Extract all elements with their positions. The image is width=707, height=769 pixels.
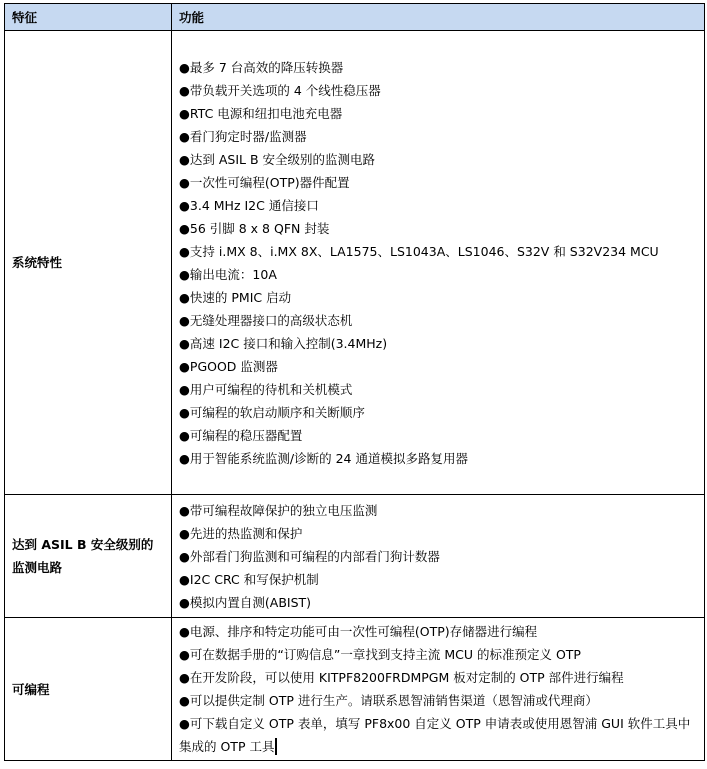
- table-row: [5, 495, 705, 618]
- list-item: ●电源、排序和特定功能可由一次性可编程(OTP)存储器进行编程: [179, 624, 538, 639]
- list-item: ●高速 I2C 接口和输入控制(3.4MHz): [179, 335, 388, 351]
- list-item: ●快速的 PMIC 启动: [179, 289, 292, 305]
- list-item: ●56 引脚 8 x 8 QFN 封装: [179, 220, 330, 236]
- function-cell[interactable]: [172, 618, 705, 761]
- table-row: [5, 31, 705, 495]
- table-row: [5, 618, 705, 761]
- list-item: ●带负载开关选项的 4 个线性稳压器: [179, 82, 381, 98]
- text-cursor: [275, 738, 277, 755]
- list-item: ●PGOOD 监测器: [179, 358, 278, 374]
- list-item: ●在开发阶段，可以使用 KITPF8200FRDMPGM 板对定制的 OTP 部件进行编程: [179, 670, 624, 685]
- list-item: ●外部看门狗监测和可编程的内部看门狗计数器: [179, 548, 440, 564]
- list-item: ●I2C CRC 和写保护机制: [179, 571, 319, 587]
- list-item: ●模拟内置自测(ABIST): [179, 594, 312, 610]
- header-feature: 特征: [5, 4, 172, 31]
- list-item: ●带可编程故障保护的独立电压监测: [179, 502, 378, 518]
- list-item: ●可下载自定义 OTP 表单，填写 PF8x00 自定义 OTP 申请表或使用恩智浦 GUI 软件工具中集成的 OTP 工具: [179, 716, 691, 754]
- list-item: ●用于智能系统监测/诊断的 24 通道模拟多路复用器: [179, 450, 468, 466]
- feature-cell: 可编程: [5, 618, 172, 761]
- list-item: ●达到 ASIL B 安全级别的监测电路: [179, 151, 376, 167]
- list-item: ●一次性可编程(OTP)器件配置: [179, 174, 350, 190]
- list-item: ●无缝处理器接口的高级状态机: [179, 312, 353, 328]
- function-cell: [172, 31, 705, 495]
- list-item: ●输出电流：10A: [179, 266, 277, 282]
- function-cell: [172, 495, 705, 618]
- list-item: ●可编程的软启动顺序和关断顺序: [179, 404, 365, 420]
- list-item: ●可在数据手册的“订购信息”一章找到支持主流 MCU 的标准预定义 OTP: [179, 647, 581, 662]
- list-item: ●支持 i.MX 8、i.MX 8X、LA1575、LS1043A、LS1046、S32V 和 S32V234 MCU: [179, 243, 659, 259]
- feature-cell: 达到 ASIL B 安全级别的监测电路: [5, 495, 172, 618]
- list-item: ●最多 7 台高效的降压转换器: [179, 59, 344, 75]
- header-function: 功能: [172, 4, 705, 31]
- feature-cell: 系统特性: [5, 31, 172, 495]
- list-item: ●RTC 电源和纽扣电池充电器: [179, 105, 343, 121]
- feature-table: [4, 3, 705, 761]
- list-item: ●先进的热监测和保护: [179, 525, 303, 541]
- list-item: ●可编程的稳压器配置: [179, 427, 303, 443]
- table-header-row: [5, 4, 705, 31]
- list-item: ●可以提供定制 OTP 进行生产。请联系恩智浦销售渠道（恩智浦或代理商）: [179, 693, 598, 708]
- list-item: ●3.4 MHz I2C 通信接口: [179, 197, 319, 213]
- list-item: ●看门狗定时器/监测器: [179, 128, 307, 144]
- list-item: ●用户可编程的待机和关机模式: [179, 381, 353, 397]
